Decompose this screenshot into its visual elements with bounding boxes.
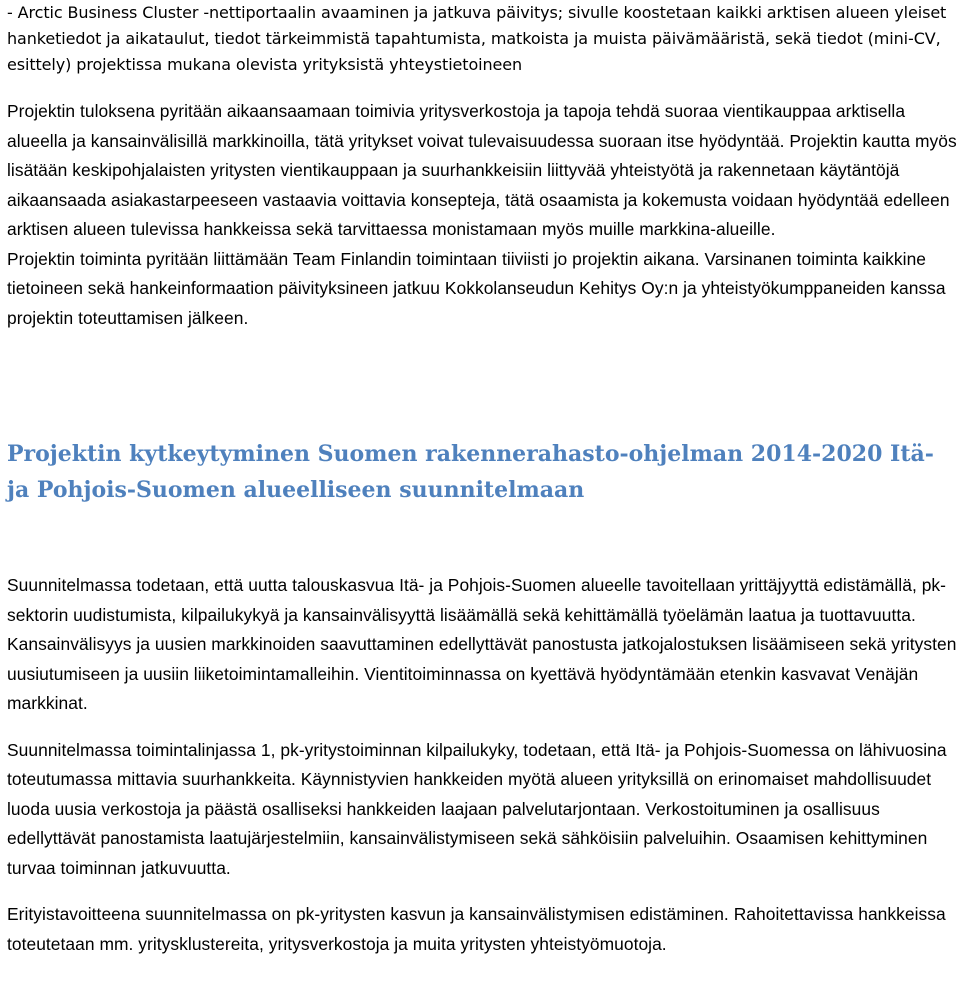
results-paragraph: Projektin tuloksena pyritään aikaansaamaan toimivia yritysverkostoja ja tapoja tehdä suoraa vientikauppaa arktisella alueella ja kansainvälisillä markkinoilla, tätä yritykset voivat tulevaisuudessa suoraan itse hyödyntää. Projektin kautta myös lisätään keskipohjalaisten yritysten vientikauppaan ja suurhankkeisiin liittyvää yhteistyötä ja rakennetaan käytäntöjä aikaansaada asiakastarpeeseen vastaavia voittavia konsepteja, tätä osaamista ja kokemusta voidaan hyödyntää edelleen arktisen alueen tulevissa hankkeissa sekä tarvittaessa monistamaan myös muille markkina-alueille.	[7, 101, 957, 239]
section-heading: Projektin kytkeytyminen Suomen rakennerahasto-ohjelman 2014-2020 Itä- ja Pohjois-Suomen alueelliseen suunnitelmaan	[7, 441, 934, 503]
plan-paragraph: Suunnitelmassa todetaan, että uutta talouskasvua Itä- ja Pohjois-Suomen alueelle tavoitellaan yrittäjyyttä edistämällä, pk-sektorin uudistumista, kilpailukykyä ja kansainvälisyyttä lisäämällä sekä kehittämällä työelämän laatua ja tuottavuutta. Kansainvälisyys ja uusien markkinoiden saavuttaminen edellyttävät panostusta jatkojalostuksen lisäämiseen sekä yritysten uusiutumiseen ja uusiin liiketoimintamalleihin. Vientitoiminnassa on kyettävä hyödyntämään etenkin kasvavat Venäjän markkinat.	[7, 575, 957, 713]
special-objective-paragraph: Erityistavoitteena suunnitelmassa on pk-yritysten kasvun ja kansainvälistymisen edistäminen. Rahoitettavissa hankkeissa toteutetaan mm. yritysklustereita, yritysverkostoja ja muita yritysten yhteistyömuotoja.	[7, 904, 946, 954]
intro-bullet-paragraph: - Arctic Business Cluster -nettiportaalin avaaminen ja jatkuva päivitys; sivulle koostetaan kaikki arktisen alueen yleiset hanketiedot ja aikataulut, tiedot tärkeimmistä tapahtumista, matkoista ja muista päivämääristä, sekä tiedot (mini-CV, esittely) projektissa mukana olevista yrityksistä yhteystietoineen	[7, 3, 947, 74]
team-finland-paragraph: Projektin toiminta pyritään liittämään Team Finlandin toimintaan tiiviisti jo projektin aikana. Varsinanen toiminta kaikkine tietoineen sekä hankeinformaation päivityksineen jatkuu Kokkolanseudun Kehitys Oy:n ja yhteistyökumppaneiden kanssa projektin toteuttamisen jälkeen.	[7, 248, 946, 328]
priority-axis-paragraph: Suunnitelmassa toimintalinjassa 1, pk-yritystoiminnan kilpailukyky, todetaan, että Itä- ja Pohjois-Suomessa on lähivuosina toteutumassa mittavia suurhankkeita. Käynnistyvien hankkeiden myötä alueen yrityksillä on erinomaiset mahdollisuudet luoda uusia verkostoja ja päästä osalliseksi hankkeiden laajaan palvelutarjontaan. Verkostoituminen ja osallisuus edellyttävät panostamista laatujärjestelmiin, kansainvälistymiseen sekä sähköisiin palveluihin. Osaamisen kehittyminen turvaa toiminnan jatkuvuutta.	[7, 739, 947, 878]
document-page	[7, 0, 957, 959]
